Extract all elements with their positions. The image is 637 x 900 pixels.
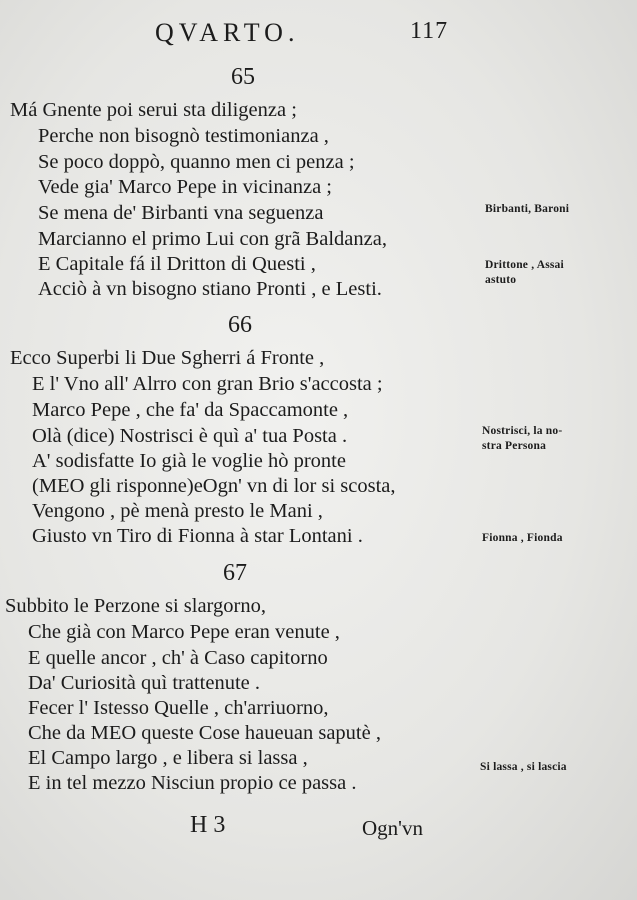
- verse-line: Fecer l' Istesso Quelle , ch'arriuorno,: [28, 697, 329, 719]
- verse-line: Giusto vn Tiro di Fionna à star Lontani .: [32, 525, 363, 547]
- verse-line: Vengono , pè menà presto le Mani ,: [32, 500, 323, 522]
- signature-mark: H 3: [190, 812, 226, 838]
- margin-gloss: stra Persona: [482, 440, 547, 452]
- verse-line: Da' Curiosità quì trattenute .: [28, 672, 260, 694]
- verse-line: E Capitale fá il Dritton di Questi ,: [38, 253, 316, 275]
- catchword: Ogn'vn: [362, 816, 423, 840]
- margin-gloss: Birbanti, Baroni: [485, 203, 570, 215]
- verse-line: E l' Vno all' Alrro con gran Brio s'accosta ;: [32, 373, 383, 395]
- verse-line: Se poco doppò, quanno men ci penza ;: [38, 151, 355, 173]
- margin-gloss: Fionna , Fionda: [482, 532, 563, 544]
- margin-gloss: astuto: [485, 274, 517, 286]
- verse-line: E quelle ancor , ch' à Caso capitorno: [28, 647, 328, 669]
- stanza-number-65: 65: [231, 64, 255, 90]
- verse-line: El Campo largo , e libera si lassa ,: [28, 747, 308, 769]
- margin-gloss: Si lassa , si lascia: [480, 761, 567, 773]
- verse-line: Marcianno el primo Lui con grã Baldanza,: [38, 228, 387, 250]
- verse-line: (MEO gli risponne)eOgn' vn di lor si scosta,: [32, 475, 396, 497]
- margin-gloss: Drittone , Assai: [485, 259, 564, 271]
- margin-gloss: Nostrisci, la no-: [482, 425, 563, 437]
- verse-line: Subbito le Perzone si slargorno,: [5, 595, 266, 617]
- verse-line: Se mena de' Birbanti vna seguenza: [38, 202, 324, 224]
- verse-line: Che già con Marco Pepe eran venute ,: [28, 621, 340, 643]
- verse-line: Che da MEO queste Cose haueuan saputè ,: [28, 722, 381, 744]
- verse-line: E in tel mezzo Nisciun propio ce passa .: [28, 772, 357, 794]
- verse-line: Má Gnente poi serui sta diligenza ;: [10, 99, 297, 121]
- verse-line: Acciò à vn bisogno stiano Pronti , e Lesti.: [38, 278, 382, 300]
- verse-line: Perche non bisognò testimonianza ,: [38, 125, 329, 147]
- verse-line: Vede gia' Marco Pepe in vicinanza ;: [38, 176, 332, 198]
- stanza-number-66: 66: [228, 312, 252, 338]
- running-title: QVARTO.: [155, 18, 300, 47]
- page-number: 117: [410, 18, 449, 44]
- verse-line: Ecco Superbi li Due Sgherri á Fronte ,: [10, 347, 325, 369]
- verse-line: A' sodisfatte Io già le voglie hò pronte: [32, 450, 346, 472]
- verse-line: Olà (dice) Nostrisci è quì a' tua Posta .: [32, 425, 348, 447]
- stanza-number-67: 67: [223, 560, 247, 586]
- verse-line: Marco Pepe , che fa' da Spaccamonte ,: [32, 399, 349, 421]
